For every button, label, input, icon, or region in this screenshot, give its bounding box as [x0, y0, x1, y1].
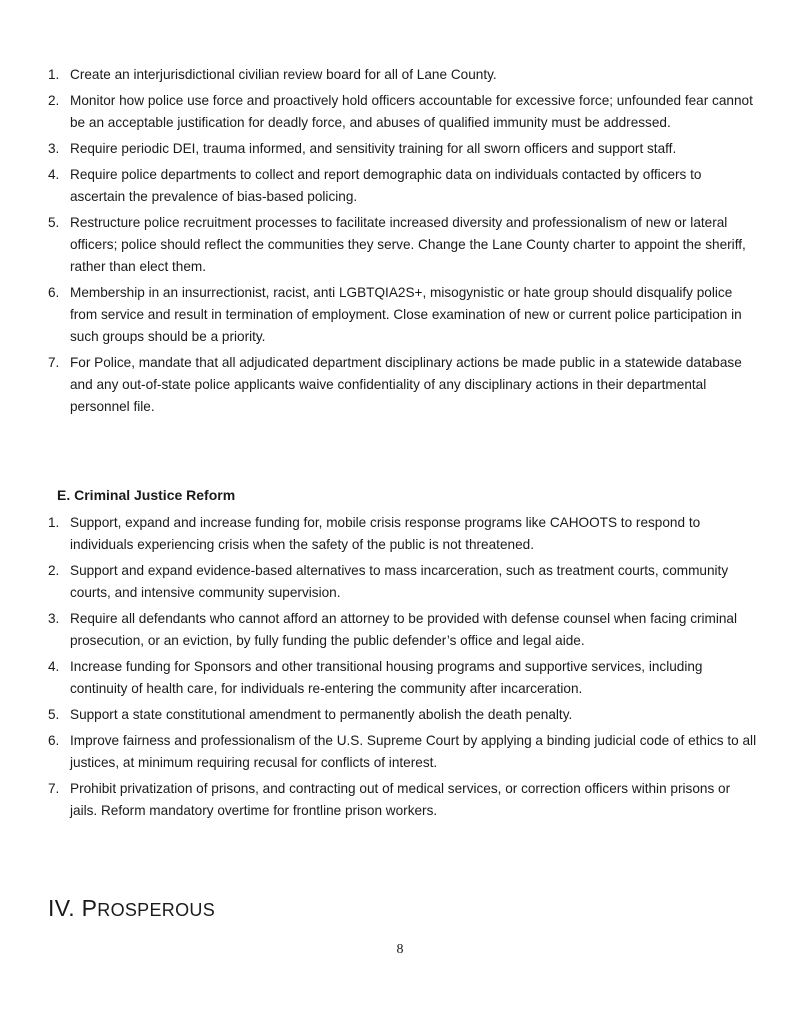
list-item: [48, 512, 760, 556]
chapter-numeral: IV.: [48, 895, 75, 921]
list-item-number: 5.: [48, 707, 60, 722]
list-item-number: 2.: [48, 563, 60, 578]
list-item-text: Improve fairness and professionalism of the U.S. Supreme Court by applying a binding judicial code of ethics to all justices, at minimum requiring recusal for conflicts of interest.: [70, 733, 757, 770]
list-item: [48, 730, 760, 774]
list-item-number: 6.: [48, 733, 60, 748]
list-item: [48, 608, 760, 652]
list-item-text: Prohibit privatization of prisons, and contracting out of medical services, or correction officers within prisons or jails. Reform mandatory overtime for frontline prison workers.: [70, 781, 731, 818]
list-item-text: Require periodic DEI, trauma informed, and sensitivity training for all sworn officers and support staff.: [70, 141, 677, 156]
list-item-number: 7.: [48, 781, 60, 796]
section-heading-criminal-justice: E. Criminal Justice Reform: [57, 487, 236, 503]
list-item-number: 7.: [48, 355, 60, 370]
list-item-number: 3.: [48, 141, 60, 156]
list-item-number: 3.: [48, 611, 60, 626]
list-item: [48, 212, 760, 278]
list-item-text: Support, expand and increase funding for, mobile crisis response programs like CAHOOTS to respond to individuals experiencing crisis when the safety of the public is not threatened.: [70, 515, 701, 552]
list-item-number: 1.: [48, 515, 60, 530]
list-item-number: 5.: [48, 215, 60, 230]
list-item-number: 1.: [48, 67, 60, 82]
list-item-text: Restructure police recruitment processes to facilitate increased diversity and professionalism of new or lateral officers; police should reflect the communities they serve. Change the Lane County charter to appoint the sheriff, rather than elect them.: [70, 215, 746, 274]
chapter-title-initial: P: [81, 895, 98, 921]
list-item-number: 2.: [48, 93, 60, 108]
list-item: [48, 352, 760, 418]
list-item: [48, 656, 760, 700]
list-item-text: Increase funding for Sponsors and other transitional housing programs and supportive services, including continuity of health care, for individuals re-entering the community after incarceration.: [70, 659, 703, 696]
criminal-justice-list: [48, 512, 760, 826]
list-item: [48, 138, 760, 160]
list-item: [48, 704, 760, 726]
list-item-text: Membership in an insurrectionist, racist, anti LGBTQIA2S+, misogynistic or hate group should disqualify police from service and result in termination of employment. Close examination of new or current police participation in such groups should be a priority.: [70, 285, 742, 344]
list-item-text: Support a state constitutional amendment to permanently abolish the death penalty.: [70, 707, 573, 722]
list-item-text: Require police departments to collect and report demographic data on individuals contacted by officers to ascertain the prevalence of bias-based policing.: [70, 167, 702, 204]
list-item-text: For Police, mandate that all adjudicated department disciplinary actions be made public in a statewide database and any out-of-state police applicants waive confidentiality of any disciplinary actions in their departmental personnel file.: [70, 355, 742, 414]
chapter-heading: [48, 892, 215, 926]
list-item: [48, 282, 760, 348]
list-item: [48, 90, 760, 134]
list-item-text: Support and expand evidence-based alternatives to mass incarceration, such as treatment courts, community courts, and intensive community supervision.: [70, 563, 729, 600]
list-item-text: Create an interjurisdictional civilian review board for all of Lane County.: [70, 67, 497, 82]
list-item-number: 6.: [48, 285, 60, 300]
list-item: [48, 778, 760, 822]
list-item-number: 4.: [48, 659, 60, 674]
list-item-number: 4.: [48, 167, 60, 182]
list-item-text: Require all defendants who cannot afford an attorney to be provided with defense counsel when facing criminal prosecution, or an eviction, by fully funding the public defender’s office and legal aide.: [70, 611, 738, 648]
list-item: [48, 560, 760, 604]
chapter-title-rest: ROSPEROUS: [97, 900, 216, 920]
list-item: [48, 164, 760, 208]
police-reform-list: [48, 64, 760, 422]
list-item-text: Monitor how police use force and proactively hold officers accountable for excessive force; unfounded fear cannot be an acceptable justification for deadly force, and abuses of qualified immunity must be addressed.: [70, 93, 753, 130]
page-number: 8: [396, 942, 404, 957]
list-item: [48, 64, 760, 86]
